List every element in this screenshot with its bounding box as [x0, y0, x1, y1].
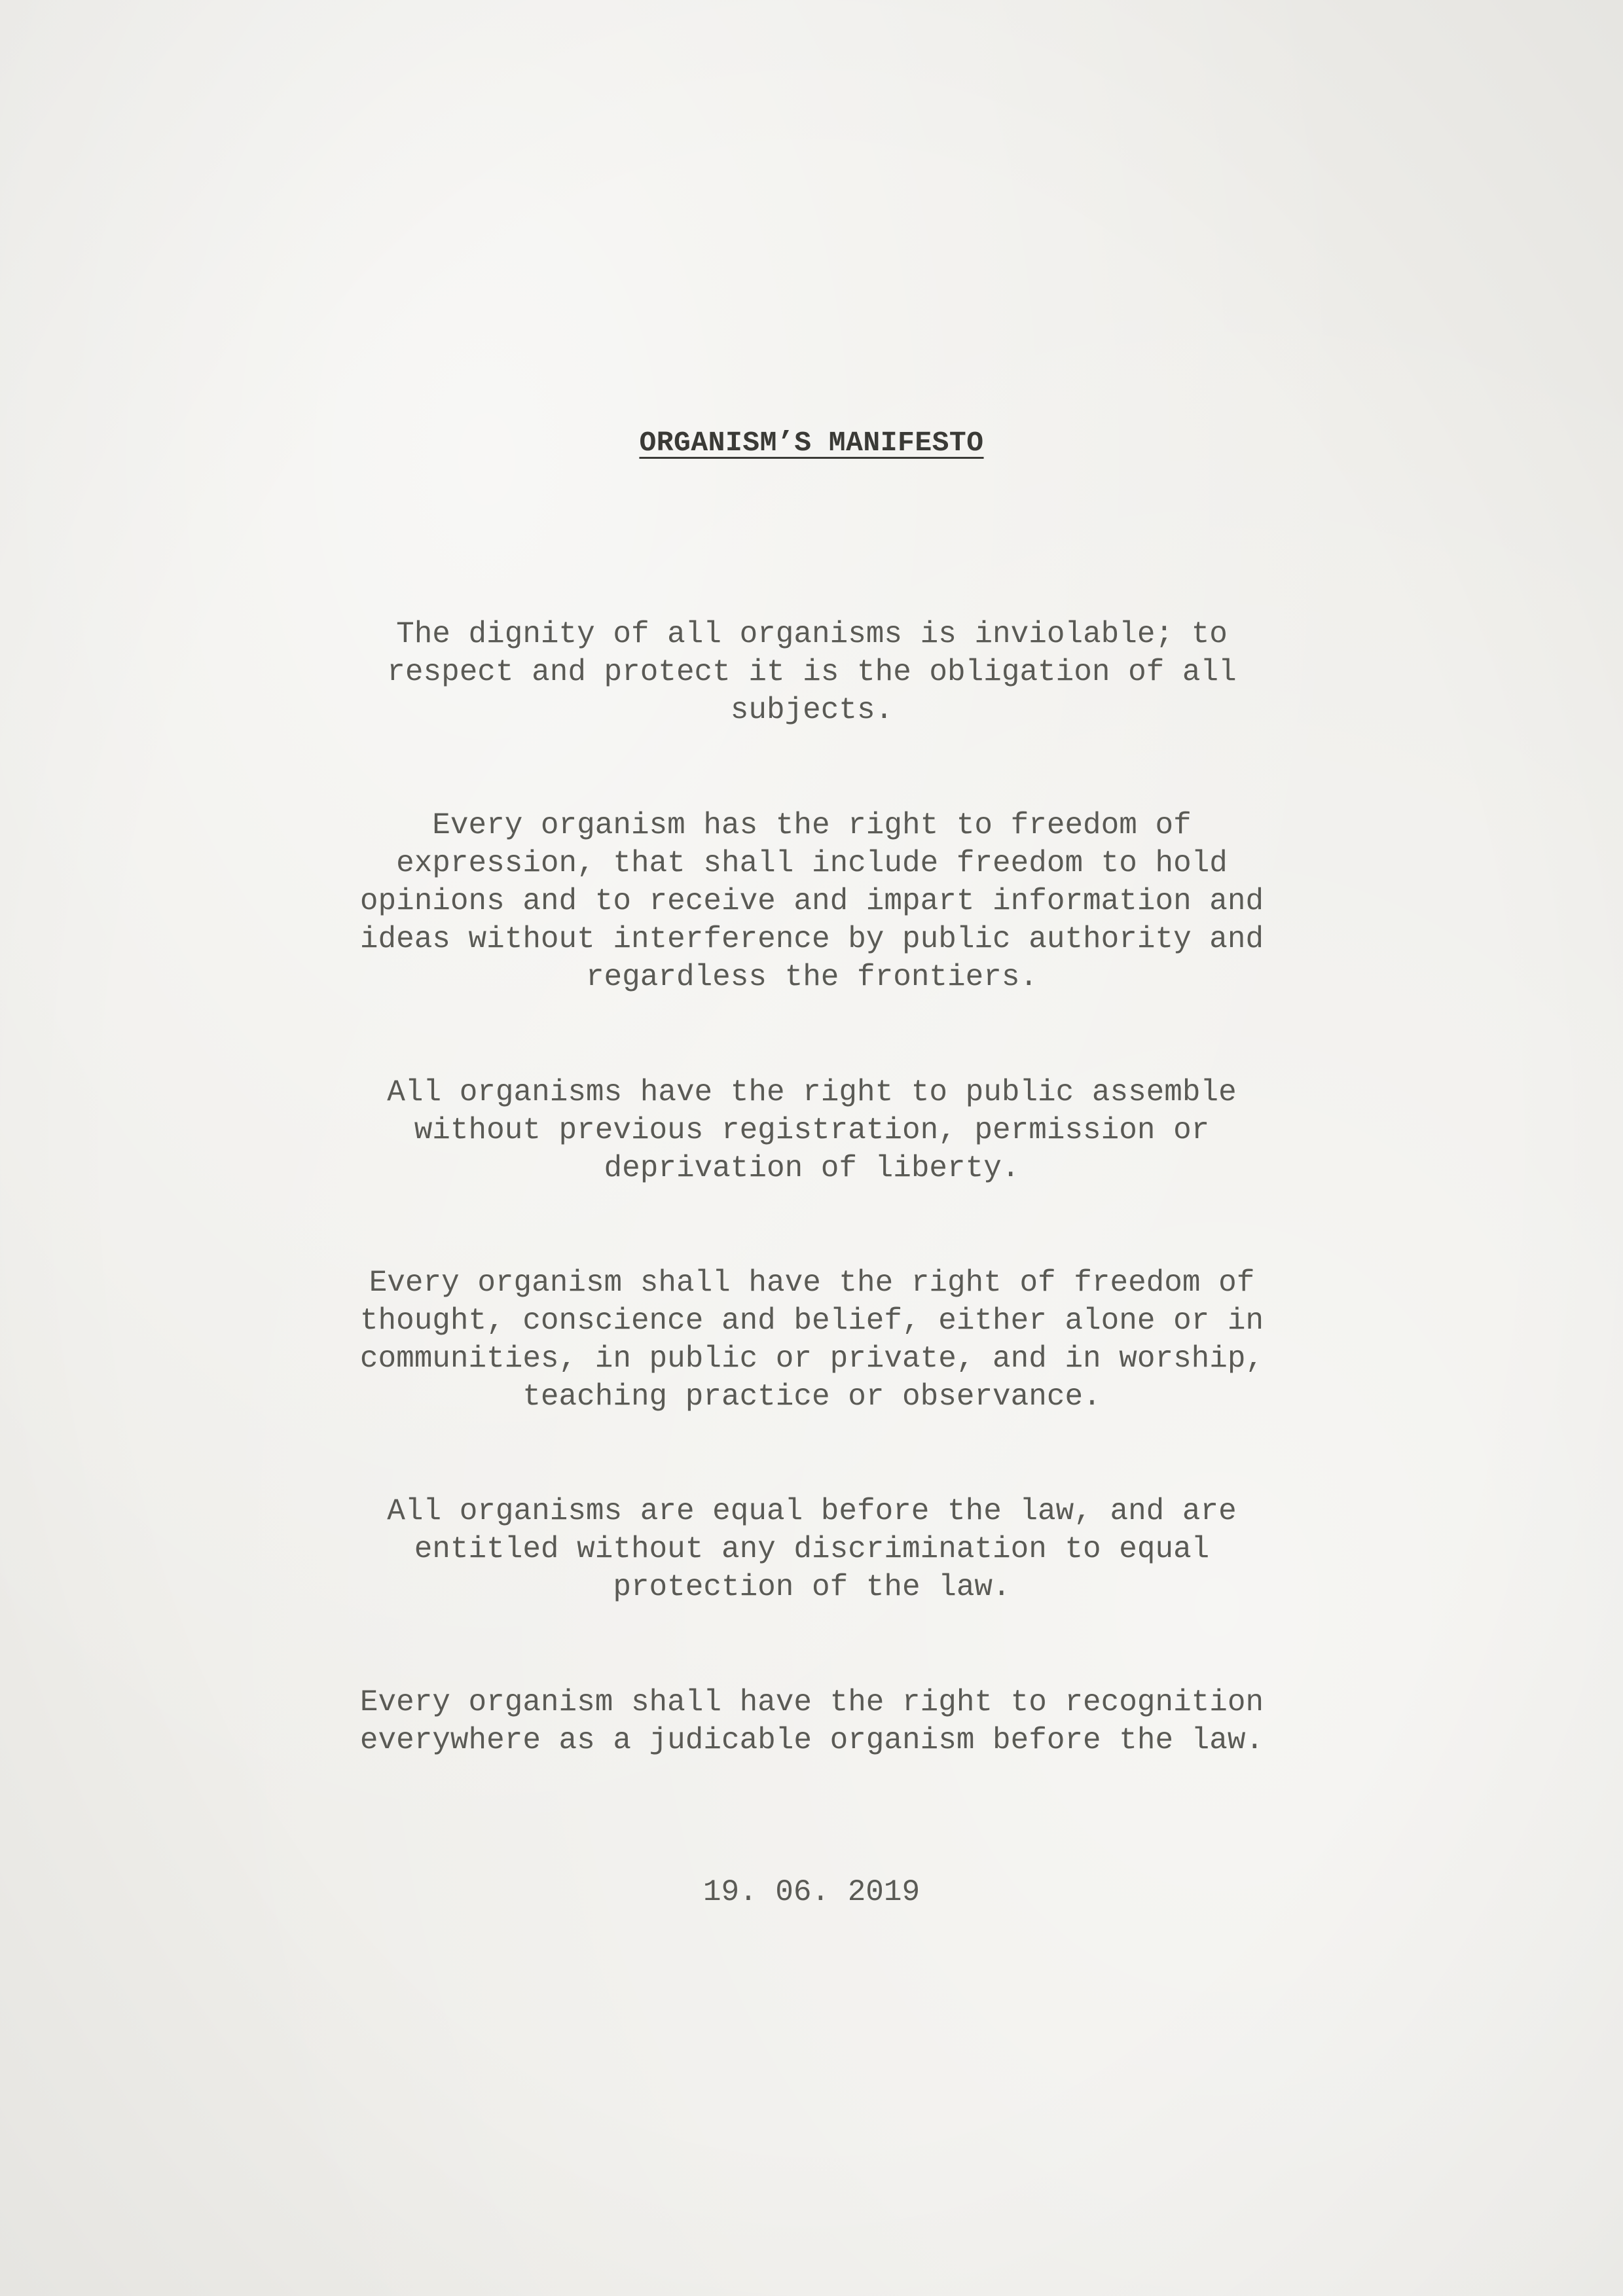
article-equality-before-law: All organisms are equal before the law, and are entitled without any discrimination to equal protection of the law. [387, 1494, 1237, 1604]
article-freedom-of-expression: Every organism has the right to freedom of expression, that shall include freedom to hold opinions and to receive and impart information and ideas without interference by public authority and regardless the frontiers. [359, 808, 1264, 994]
article-public-assembly: All organisms have the right to public assemble without previous registration, permission or deprivation of liberty. [387, 1075, 1237, 1185]
document-date: 19. 06. 2019 [702, 1875, 921, 1909]
article-list [314, 0, 1309, 2296]
document-title-text: ORGANISM’S MANIFESTO [639, 427, 984, 459]
article-freedom-of-thought: Every organism shall have the right of freedom of thought, conscience and belief, either alone or in communities, in public or private, and in worship, teaching practice or observance. [359, 1266, 1264, 1414]
article-legal-recognition: Every organism shall have the right to recognition everywhere as a judicable organism before the law. [359, 1685, 1264, 1757]
article-dignity: The dignity of all organisms is inviolable; to respect and protect it is the obligation of all subjects. [387, 617, 1237, 727]
